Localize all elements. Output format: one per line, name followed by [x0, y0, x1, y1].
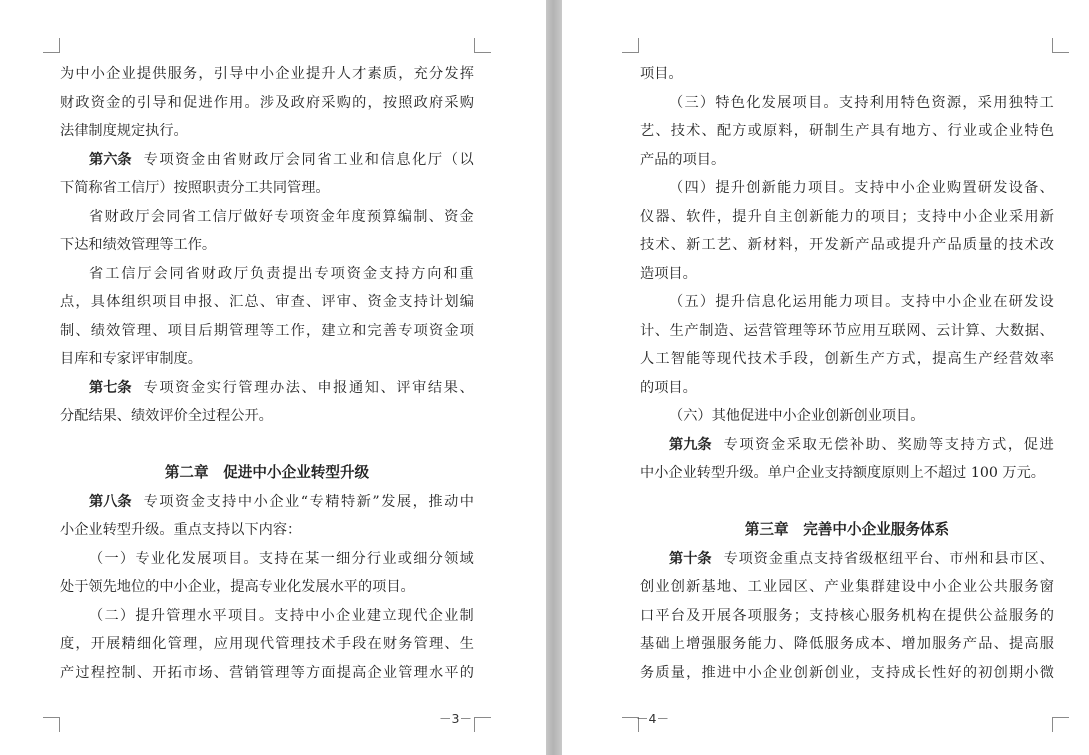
- page-text-right: [640, 60, 1054, 687]
- page-number: －3－: [439, 711, 472, 726]
- article-number: 第十条: [669, 550, 712, 567]
- line-text: 目库和专家评审制度。: [60, 351, 202, 367]
- text-line: [640, 288, 1054, 317]
- article-line: [60, 488, 474, 517]
- page-text-left: [60, 60, 474, 687]
- line-text: 财 政 资 金 的 引 导 和 促 进 作 用 。 涉 及 政 府 采 购 的 ， 按 照 政 府 采 购: [60, 94, 474, 111]
- text-line: [640, 89, 1054, 118]
- line-text: 处于领先地位的中小企业，提高专业化发展水平的项目。: [60, 579, 415, 595]
- line-text: 产品的项目。: [640, 151, 726, 168]
- text-line: [640, 203, 1054, 232]
- text-line: [60, 659, 474, 688]
- line-text: 下简称省工信厅）按照职责分工共同管理。: [60, 180, 330, 196]
- text-line: [640, 573, 1054, 602]
- margin-mark-bottom-right: [474, 717, 491, 732]
- text-line: [640, 459, 1054, 488]
- line-text: 制 、 绩 效 管 理 、 项 目 后 期 管 理 等 工 作 ， 建 立 和 完 善 专 项 资 金 项: [60, 322, 474, 339]
- line-text: （ 五 ） 提 升 信 息 化 运 用 能 力 项 目 。 支 持 中 小 企 业 在 研 发 设: [669, 294, 1054, 310]
- line-text: 专 项 资 金 由 省 财 政 厅 会 同 省 工 业 和 信 息 化 厅 （ 以: [143, 151, 474, 168]
- line-text: （ 四 ） 提 升 创 新 能 力 项 目 。 支 持 中 小 企 业 购 置 研 发 设 备 、: [669, 180, 1054, 196]
- article-number: 第六条: [89, 151, 132, 168]
- line-text: 度 ， 开 展 精 细 化 管 理 ， 应 用 现 代 管 理 技 术 手 段 在 财 务 管 理 、 生: [60, 636, 474, 652]
- article-line: [60, 146, 474, 175]
- text-line: [60, 573, 474, 602]
- line-text: 分配结果、绩效评价全过程公开。: [60, 408, 273, 424]
- line-text: 仪 器 、 软 件 ， 提 升 自 主 创 新 能 力 的 项 目 ； 支 持 中 小 企 业 采 用 新: [640, 208, 1054, 225]
- line-text: 为 中 小 企 业 提 供 服 务 ， 引 导 中 小 企 业 提 升 人 才 素 质 ， 充 分 发 挥: [60, 66, 474, 82]
- chapter-heading: 第二章 促进中小企业转型升级: [164, 464, 370, 481]
- text-line: [60, 174, 474, 203]
- text-line: [640, 345, 1054, 374]
- article-number: 第九条: [669, 436, 712, 453]
- text-line: [640, 146, 1054, 175]
- text-line: [60, 231, 474, 260]
- line-text: 小企业转型升级。重点支持以下内容：: [60, 522, 302, 538]
- margin-mark-top-left: [43, 38, 60, 53]
- text-line: [60, 630, 474, 659]
- text-line: [640, 117, 1054, 146]
- line-text: 务 质 量 ， 推 进 中 小 企 业 创 新 创 业 ， 支 持 成 长 性 好 的 初 创 期 小 微: [640, 664, 1054, 681]
- line-text: 专 项 资 金 重 点 支 持 省 级 枢 纽 平 台 、 市 州 和 县 市 区 、: [723, 550, 1054, 567]
- line-text: 下达和绩效管理等工作。: [60, 237, 217, 253]
- margin-mark-bottom-left: [43, 717, 60, 732]
- article-number: 第八条: [89, 493, 132, 510]
- line-text: 创 业 创 新 基 地 、 工 业 园 区 、 产 业 集 群 建 设 中 小 企 业 公 共 服 务 窗: [640, 579, 1054, 595]
- line-text: 省 财 政 厅 会 同 省 工 信 厅 做 好 专 项 资 金 年 度 预 算 编 制 、 资 金: [89, 208, 474, 225]
- text-line: [640, 374, 1054, 403]
- text-line: [640, 402, 1054, 431]
- line-text: 人 工 智 能 等 现 代 技 术 手 段 ， 创 新 生 产 方 式 ， 提 高 生 产 经 营 效 率: [640, 351, 1054, 367]
- line-text: 省 工 信 厅 会 同 省 财 政 厅 负 责 提 出 专 项 资 金 支 持 方 向 和 重: [89, 265, 474, 282]
- text-line: [640, 231, 1054, 260]
- line-text: （ 二 ） 提 升 管 理 水 平 项 目 。 支 持 中 小 企 业 建 立 现 代 企 业 制: [89, 607, 474, 624]
- text-line: [60, 602, 474, 631]
- line-text: 造项目。: [640, 265, 697, 282]
- line-text: （六）其他促进中小企业创新创业项目。: [669, 408, 925, 424]
- text-line: [60, 317, 474, 346]
- margin-mark-top-right: [474, 38, 491, 53]
- line-text: 点 ， 具 体 组 织 项 目 申 报 、 汇 总 、 审 查 、 评 审 、 资 金 支 持 计 划 编: [60, 294, 474, 310]
- page-number: －4－: [636, 711, 669, 726]
- line-text: 计 、 生 产 制 造 、 运 营 管 理 等 环 节 应 用 互 联 网 、 云 计 算 、 大 数 据 、: [640, 322, 1054, 339]
- line-text: 专 项 资 金 实 行 管 理 办 法 、 申 报 通 知 、 评 审 结 果 、: [143, 379, 474, 396]
- text-line: [640, 174, 1054, 203]
- line-text: 中小企业转型升级。单户企业支持额度原则上不超过 100 万元。: [640, 465, 1045, 481]
- line-text: 的项目。: [640, 379, 697, 396]
- line-text: （ 一 ） 专 业 化 发 展 项 目 。 支 持 在 某 一 细 分 行 业 或 细 分 领 域: [89, 550, 474, 567]
- page-gap-divider: [546, 0, 562, 755]
- text-line: [640, 602, 1054, 631]
- text-line: [60, 260, 474, 289]
- text-line: [640, 60, 1054, 89]
- line-text: 艺 、 技 术 、 配 方 或 原 料 ， 研 制 生 产 具 有 地 方 、 行 业 或 企 业 特 色: [640, 123, 1054, 139]
- text-line: [60, 516, 474, 545]
- article-line: [60, 374, 474, 403]
- margin-mark-top-left: [622, 38, 639, 53]
- document-page-right: [562, 0, 1089, 755]
- line-text: 法律制度规定执行。: [60, 123, 188, 139]
- article-line: [640, 545, 1054, 574]
- text-line: [640, 260, 1054, 289]
- text-line: [60, 402, 474, 431]
- line-text: （ 三 ） 特 色 化 发 展 项 目 。 支 持 利 用 特 色 资 源 ， 采 用 独 特 工: [669, 94, 1054, 111]
- line-text: 口 平 台 及 开 展 各 项 服 务 ； 支 持 核 心 服 务 机 构 在 提 供 公 益 服 务 的: [640, 607, 1054, 624]
- article-number: 第七条: [89, 379, 132, 396]
- text-line: [640, 659, 1054, 688]
- text-line: [640, 630, 1054, 659]
- text-line: [60, 203, 474, 232]
- text-line: [60, 117, 474, 146]
- text-line: [640, 317, 1054, 346]
- chapter-heading: 第三章 完善中小企业服务体系: [744, 521, 950, 538]
- line-text: 技 术 、 新 工 艺 、 新 材 料 ， 开 发 新 产 品 或 提 升 产 品 质 量 的 技 术 改: [640, 237, 1054, 253]
- text-line: [60, 89, 474, 118]
- text-line: [60, 545, 474, 574]
- line-text: 基 础 上 增 强 服 务 能 力 、 降 低 服 务 成 本 、 增 加 服 务 产 品 、 提 高 服: [640, 636, 1054, 652]
- line-text: 专 项 资 金 采 取 无 偿 补 助 、 奖 励 等 支 持 方 式 ， 促 进: [723, 436, 1054, 453]
- text-line: [60, 345, 474, 374]
- line-text: 专 项 资 金 支 持 中 小 企 业 “ 专 精 特 新 ” 发 展 ， 推 动 中: [143, 493, 474, 510]
- line-text: 项目。: [640, 66, 683, 82]
- margin-mark-top-right: [1052, 38, 1069, 53]
- text-line: [60, 288, 474, 317]
- margin-mark-bottom-right: [1052, 717, 1069, 732]
- article-line: [640, 431, 1054, 460]
- text-line: [60, 60, 474, 89]
- line-text: 产 过 程 控 制 、 开 拓 市 场 、 营 销 管 理 等 方 面 提 高 企 业 管 理 水 平 的: [60, 664, 474, 681]
